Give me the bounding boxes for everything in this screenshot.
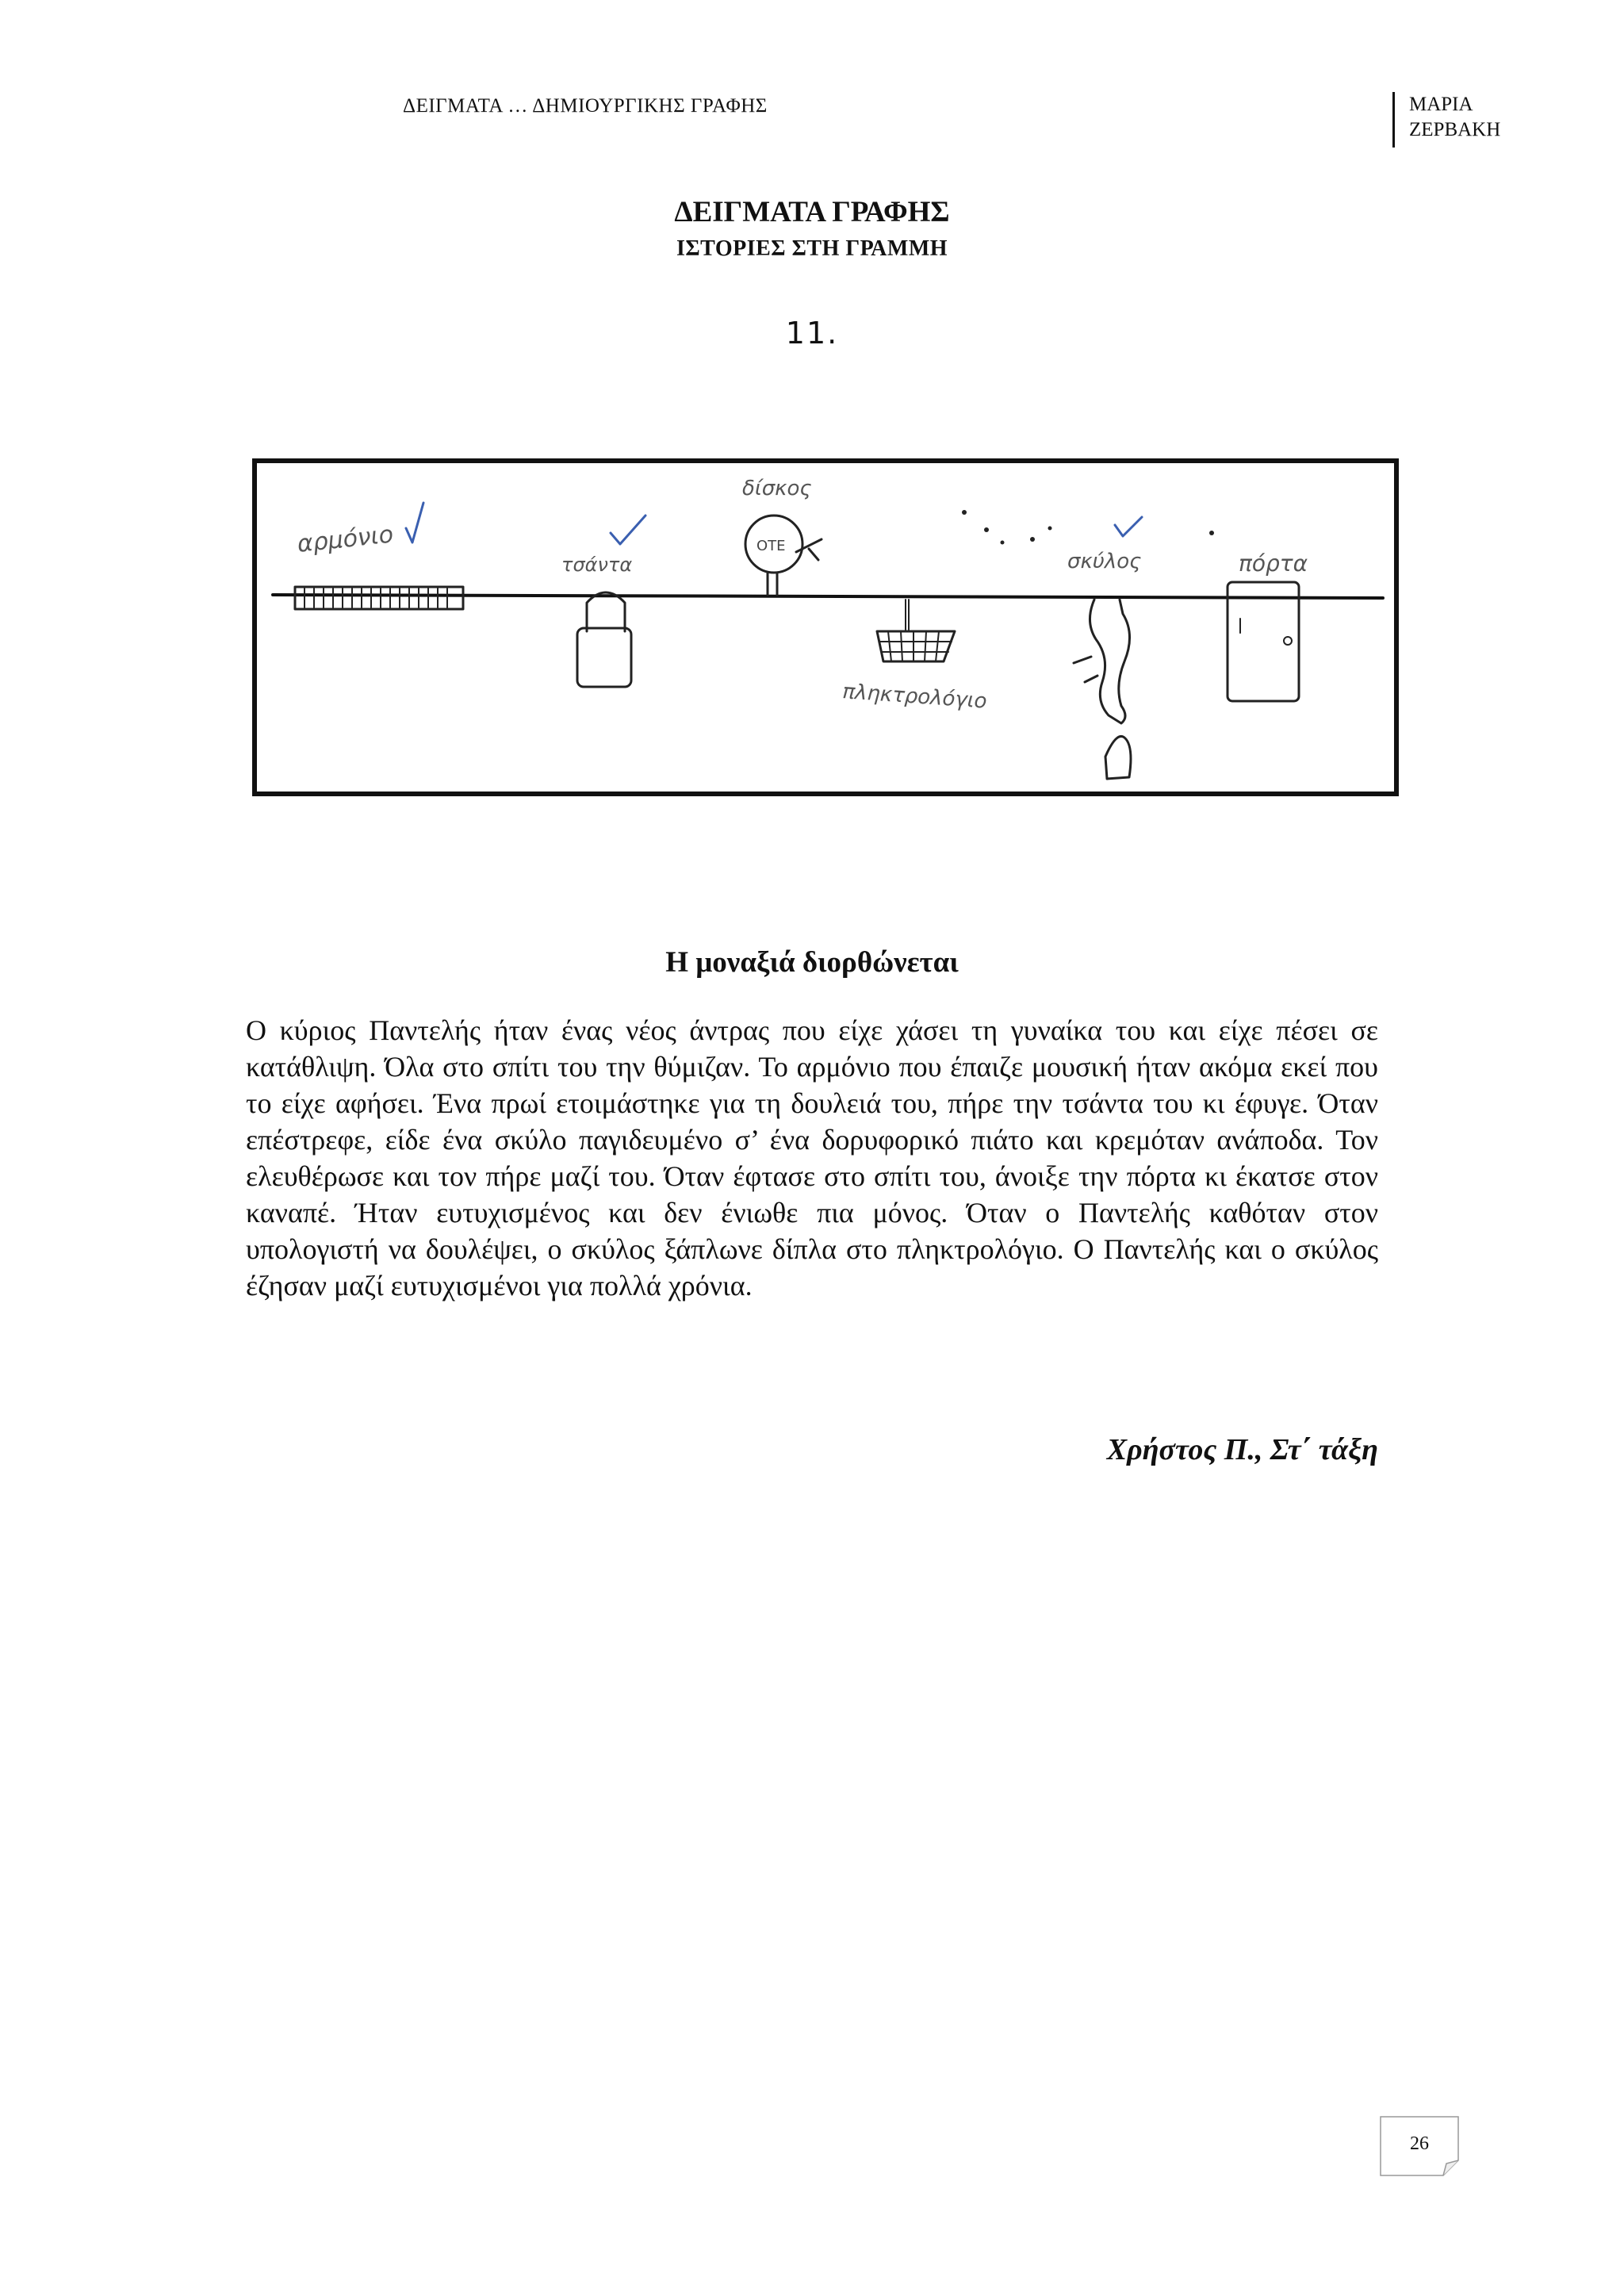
story-line [273, 595, 1383, 598]
running-header-title: ΔΕΙΓΜΑΤΑ … ΔΗΜΙΟΥΡΓΙΚΗΣ ΓΡΑΦΗΣ [403, 95, 768, 117]
label-skylos: σκύλος [1067, 550, 1142, 573]
label-pliktrologio: πληκτρολόγιο [841, 680, 988, 714]
check-mark-icon [1115, 517, 1142, 536]
label-diskos-inner: ΟΤΕ [756, 538, 786, 554]
page-number: 26 [1410, 2133, 1429, 2154]
section-subtitle: ΙΣΤΟΡΙΕΣ ΣΤΗ ΓΡΑΜΜΗ [676, 236, 948, 261]
drawing-canvas [257, 463, 1394, 792]
door-knob-drawing [1284, 637, 1292, 645]
running-header-author [1392, 92, 1500, 148]
story-title: Η μοναξιά διορθώνεται [665, 946, 959, 979]
dog-drawing [1090, 600, 1129, 723]
story-author: Χρήστος Π., Στ΄ τάξη [1106, 1433, 1378, 1466]
label-armonio: αρμόνιο [296, 520, 395, 558]
child-drawing [252, 458, 1399, 796]
check-mark-icon [406, 503, 423, 542]
label-tsanta: τσάντα [561, 554, 633, 576]
label-porta: πόρτα [1239, 550, 1308, 577]
bag-drawing [577, 628, 631, 687]
story-body: Ο κύριος Παντελής ήταν ένας νέος άντρας που είχε χάσει τη γυναίκα του και είχε πέσει σε κατάθλιψη. Όλα στο σπίτι του την θύμιζαν. Το αρμόνιο που έπαιζε μουσική ήταν ακόμα εκεί που το είχε αφήσει. Ένα πρωί ετοιμάστηκε για τη δουλειά του, πήρε την τσάντα του κι έφυγε. Όταν επέστρεφε, είδε ένα σκύλο παγιδευμένο σ’ ένα δορυφορικό πιάτο και κρεμόταν ανάποδα. Τον ελευθέρωσε και τον πήρε μαζί του. Όταν έφτασε στο σπίτι του, άνοιξε την πόρτα κι έκατσε στον καναπέ. Ήταν ευτυχισμένος και δεν ένιωθε πια μόνος. Όταν ο Παντελής καθόταν στον υπολογιστή να δουλέψει, ο σκύλος ξάπλωνε δίπλα στο πληκτρολόγιο. Ο Παντελής και ο σκύλος έζησαν μαζί ευτυχισμένοι για πολλά χρόνια. [246, 1014, 1378, 1301]
dog-head-drawing [1105, 736, 1131, 779]
door-drawing [1228, 582, 1299, 701]
header-author-lastname: ΖΕΡΒΑΚΗ [1409, 119, 1501, 140]
page-number-tab [1380, 2116, 1459, 2176]
check-mark-icon [611, 516, 645, 544]
section-title: ΔΕΙΓΜΑΤΑ ΓΡΑΦΗΣ [674, 196, 950, 228]
sample-number: 11. [785, 316, 839, 351]
bag-handle [587, 592, 625, 631]
header-author-firstname: ΜΑΡΙΑ [1409, 94, 1473, 115]
label-diskos: δίσκος [742, 477, 812, 500]
